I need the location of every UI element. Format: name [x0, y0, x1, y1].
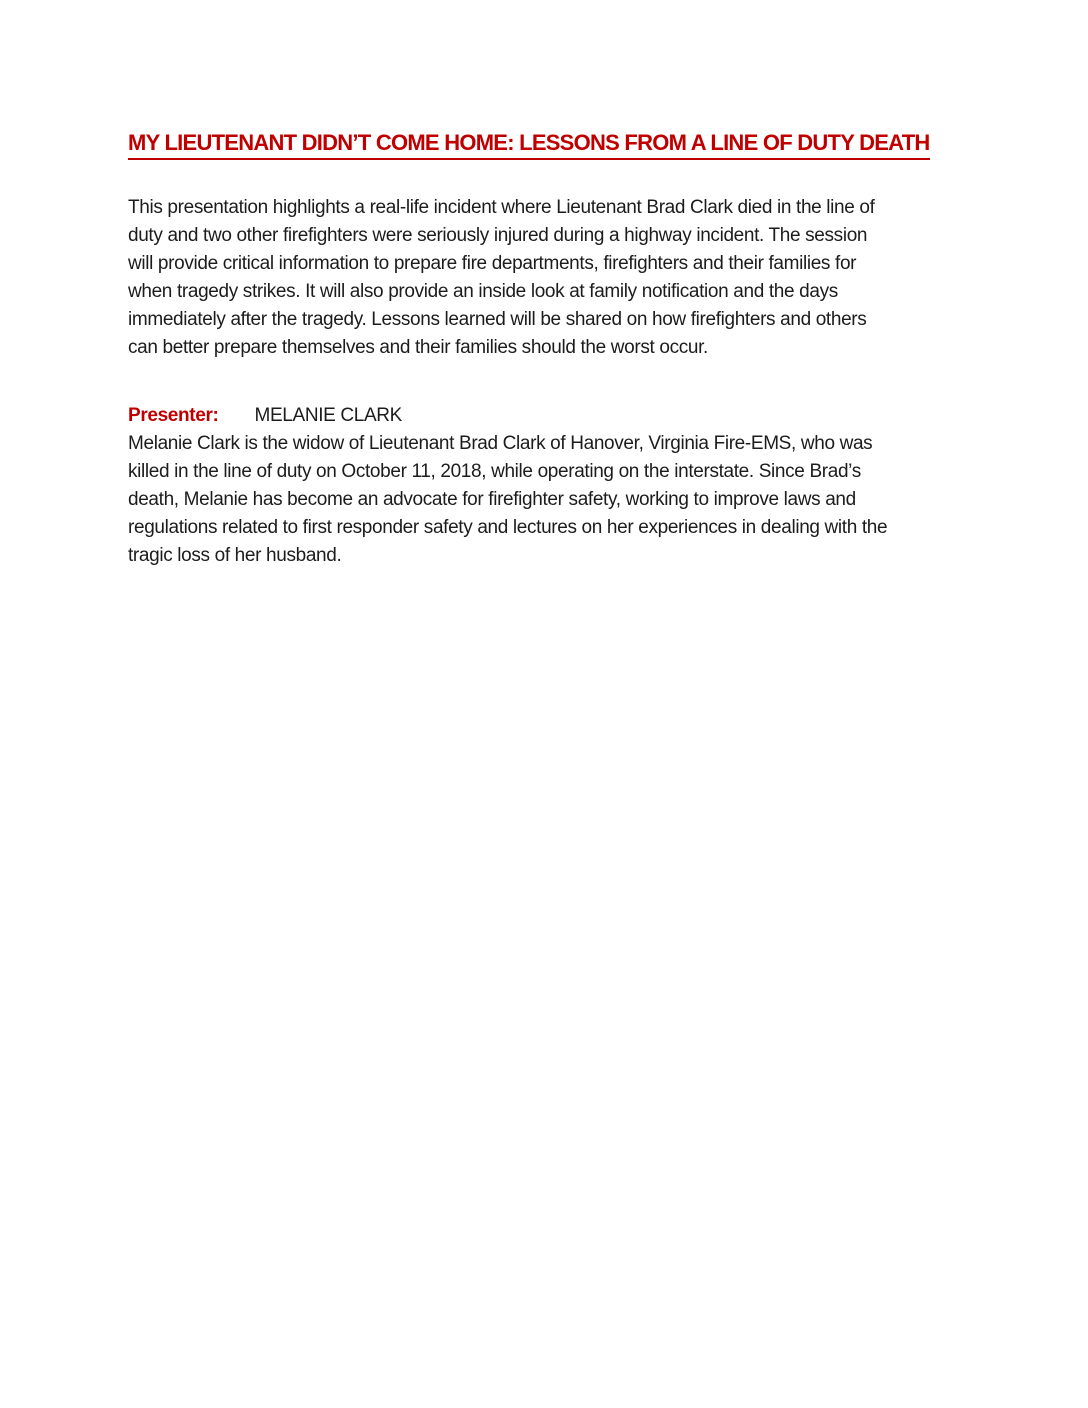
presenter-label: Presenter: — [128, 405, 219, 427]
session-description-paragraph — [128, 194, 970, 362]
text-line: duty and two other firefighters were seriously injured during a highway incident. The session — [128, 225, 868, 247]
text-line: will provide critical information to prepare fire departments, firefighters and their families for — [128, 253, 857, 275]
text-line: regulations related to first responder safety and lectures on her experiences in dealing with the — [128, 517, 888, 539]
text-line: tragic loss of her husband. — [128, 545, 342, 567]
presenter-row — [128, 402, 970, 430]
text-line: when tragedy strikes. It will also provide an inside look at family notification and the days — [128, 281, 838, 303]
text-line: immediately after the tragedy. Lessons learned will be shared on how firefighters and others — [128, 309, 867, 331]
presenter-name: MELANIE CLARK — [254, 405, 402, 427]
document-title: MY LIEUTENANT DIDN’T COME HOME: LESSONS FROM A LINE OF DUTY DEATH — [128, 130, 930, 160]
text-line: death, Melanie has become an advocate for firefighter safety, working to improve laws and — [128, 489, 856, 511]
text-line: Melanie Clark is the widow of Lieutenant Brad Clark of Hanover, Virginia Fire-EMS, who was — [128, 433, 873, 455]
text-line: This presentation highlights a real-life incident where Lieutenant Brad Clark died in the line of — [128, 197, 875, 219]
presenter-bio-paragraph — [128, 430, 970, 570]
text-line: can better prepare themselves and their families should the worst occur. — [128, 337, 708, 359]
presenter-section — [128, 402, 970, 570]
text-line: killed in the line of duty on October 11, 2018, while operating on the interstate. Since Brad’s — [128, 461, 861, 483]
